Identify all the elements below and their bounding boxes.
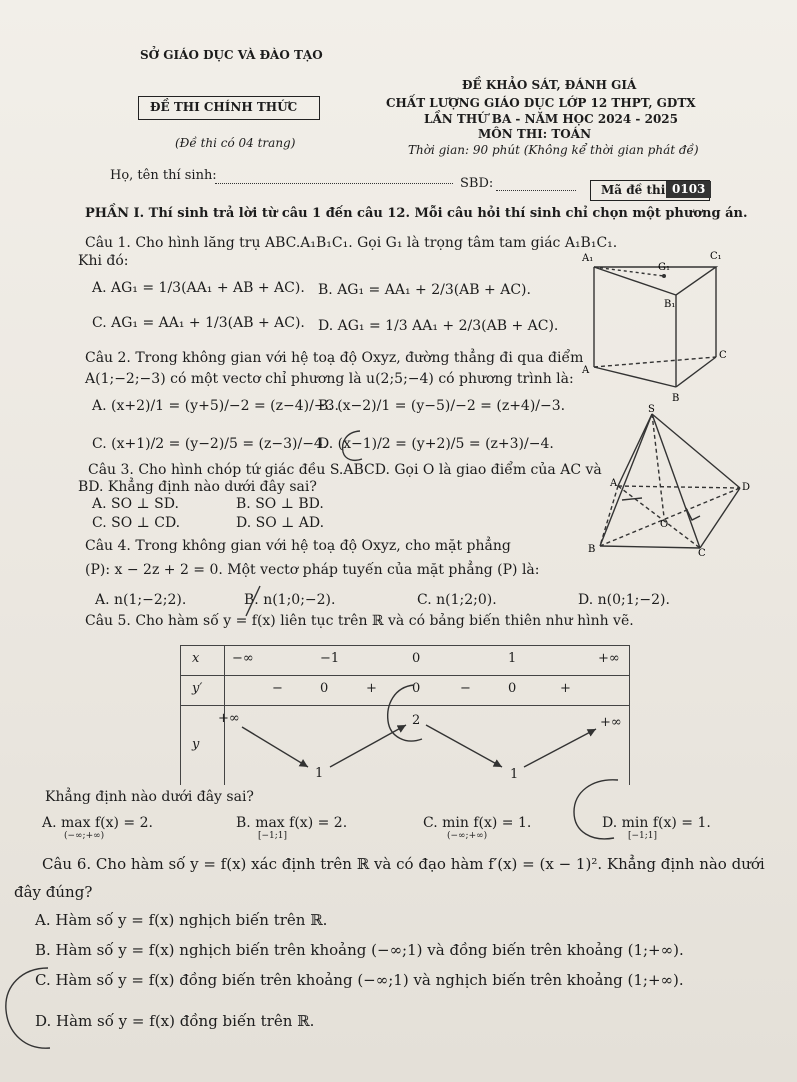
exam-title-3: LẦN THỨ BA - NĂM HỌC 2024 - 2025 — [424, 112, 678, 126]
official-label: ĐỀ THI CHÍNH THỨC — [150, 100, 298, 114]
pages-note: (Đề thi có 04 trang) — [175, 136, 296, 150]
prism-label-b: B — [672, 393, 680, 404]
q5-option-a[interactable]: A. max f(x) = 2. — [42, 815, 153, 831]
prism-label-b1: B₁ — [664, 299, 676, 310]
q5-option-b[interactable]: B. max f(x) = 2. — [236, 815, 348, 831]
vt-x-label: x — [192, 651, 200, 666]
q6-stem: Câu 6. Cho hàm số y = f(x) xác định trên ℝ và có đạo hàm f′(x) = (x − 1)². Khẳng định nào dưới — [42, 855, 765, 873]
q1-option-d[interactable]: D. AG₁ = 1/3 AA₁ + 2/3(AB + AC). — [318, 318, 559, 334]
vt-x-5: +∞ — [598, 651, 620, 666]
q6-option-b[interactable]: B. Hàm số y = f(x) nghịch biến trên khoảng (−∞;1) và đồng biến trên khoảng (1;+∞). — [35, 941, 684, 959]
pyramid-figure — [582, 400, 762, 560]
vt-y-3: 2 — [412, 713, 421, 728]
q4-stem2: (P): x − 2z + 2 = 0. Một vectơ pháp tuyến của mặt phẳng (P) là: — [85, 562, 540, 578]
vt-x-2: −1 — [320, 651, 340, 666]
q5-answer-circle — [566, 776, 636, 846]
vt-y-2: 1 — [315, 766, 324, 781]
prism-label-c1: C₁ — [710, 251, 722, 262]
q1-stem2: Khi đó: — [78, 253, 129, 269]
q4-option-c[interactable]: C. n(1;2;0). — [417, 592, 497, 608]
q3-option-d[interactable]: D. SO ⊥ AD. — [236, 515, 325, 531]
vt-x-3: 0 — [412, 651, 421, 666]
code-label: Mã đề thi — [601, 183, 666, 197]
pyramid-label-s: S — [648, 404, 655, 415]
prism-label-g1: G₁ — [658, 262, 670, 273]
prism-label-c: C — [719, 350, 727, 361]
vt-yp-5: − — [460, 681, 471, 696]
q5-stem2: Khẳng định nào dưới đây sai? — [45, 789, 254, 805]
q3-stem2: BD. Khẳng định nào dưới đây sai? — [78, 479, 317, 495]
q5-option-d[interactable]: D. min f(x) = 1. — [602, 815, 711, 831]
vt-yp-label: y′ — [192, 681, 203, 696]
pyramid-label-a: A — [610, 478, 618, 489]
pyramid-label-c: C — [698, 548, 706, 559]
q4-option-a[interactable]: A. n(1;−2;2). — [95, 592, 187, 608]
vt-y-label: y — [192, 737, 200, 752]
vt-y-5: +∞ — [600, 715, 622, 730]
vt-yp-6: 0 — [508, 681, 517, 696]
pyramid-label-o: O — [660, 519, 669, 530]
q1-option-c[interactable]: C. AG₁ = AA₁ + 1/3(AB + AC). — [92, 315, 305, 331]
part1-heading: PHẦN I. Thí sinh trả lời từ câu 1 đến câu 12. Mỗi câu hỏi thí sinh chỉ chọn một phương án. — [85, 206, 748, 221]
q1-option-a[interactable]: A. AG₁ = 1/3(AA₁ + AB + AC). — [92, 280, 305, 296]
time-note: Thời gian: 90 phút (Không kể thời gian phát đề) — [408, 143, 699, 157]
vt-x-1: −∞ — [232, 651, 254, 666]
q3-option-b[interactable]: B. SO ⊥ BD. — [236, 496, 324, 512]
exam-title-1: ĐỀ KHẢO SÁT, ĐÁNH GIÁ — [462, 78, 637, 92]
sbd-line — [496, 190, 576, 191]
vt-yp-1: − — [272, 681, 283, 696]
vt-yp-4: 0 — [412, 681, 421, 696]
prism-label-a1: A₁ — [582, 253, 594, 264]
vt-yp-7: + — [560, 681, 571, 696]
q3-option-a[interactable]: A. SO ⊥ SD. — [92, 496, 179, 512]
exam-title-2: CHẤT LƯỢNG GIÁO DỤC LỚP 12 THPT, GDTX — [386, 96, 696, 110]
vt-x-4: 1 — [508, 651, 517, 666]
q2-option-b[interactable]: B. (x−2)/1 = (y−5)/−2 = (z+4)/−3. — [318, 398, 566, 414]
vt-y-4: 1 — [510, 767, 519, 782]
vt-yp-2: 0 — [320, 681, 329, 696]
q3-option-c[interactable]: C. SO ⊥ CD. — [92, 515, 181, 531]
vt-yp-3: + — [366, 681, 377, 696]
q2-stem2: A(1;−2;−3) có một vectơ chỉ phương là u(2;5;−4) có phương trình là: — [85, 371, 574, 387]
vt-hand-circle — [366, 681, 446, 751]
q5-option-b-sub: [−1;1] — [258, 831, 288, 841]
name-label: Họ, tên thí sinh: — [110, 168, 217, 183]
q2-option-a[interactable]: A. (x+2)/1 = (y+5)/−2 = (z−4)/−3. — [92, 398, 339, 414]
q2-option-c[interactable]: C. (x+1)/2 = (y−2)/5 = (z−3)/−4. — [92, 436, 328, 452]
sbd-label: SBD: — [460, 176, 494, 191]
q5-option-c-sub: (−∞;+∞) — [447, 831, 488, 841]
q3-stem: Câu 3. Cho hình chóp tứ giác đều S.ABCD. Gọi O là giao điểm của AC và — [88, 462, 602, 478]
q2-answer-circle — [338, 428, 368, 464]
q5-option-d-sub: [−1;1] — [628, 831, 658, 841]
pyramid-label-d: D — [742, 482, 751, 493]
q6-option-d[interactable]: D. Hàm số y = f(x) đồng biến trên ℝ. — [35, 1012, 315, 1030]
prism-figure — [578, 245, 738, 405]
code-value: 0103 — [666, 181, 711, 198]
q4-option-d[interactable]: D. n(0;1;−2). — [578, 592, 670, 608]
q2-option-d[interactable]: D. (x−1)/2 = (y+2)/5 = (z+3)/−4. — [318, 436, 554, 452]
q1-stem: Câu 1. Cho hình lăng trụ ABC.A₁B₁C₁. Gọi G₁ là trọng tâm tam giác A₁B₁C₁. — [85, 235, 618, 251]
q5-stem: Câu 5. Cho hàm số y = f(x) liên tục trên ℝ và có bảng biến thiên như hình vẽ. — [85, 613, 634, 629]
prism-label-a: A — [582, 365, 590, 376]
q1-option-b[interactable]: B. AG₁ = AA₁ + 2/3(AB + AC). — [318, 282, 531, 298]
name-line — [215, 183, 453, 184]
variation-table — [180, 645, 630, 785]
q6-answer-circle — [0, 960, 90, 1056]
subject-label: MÔN THI: TOÁN — [478, 127, 592, 141]
q5-option-c[interactable]: C. min f(x) = 1. — [423, 815, 532, 831]
q5-option-a-sub: (−∞;+∞) — [64, 831, 105, 841]
q4-stem: Câu 4. Trong không gian với hệ toạ độ Oxyz, cho mặt phẳng — [85, 538, 511, 554]
q6-option-c[interactable]: C. Hàm số y = f(x) đồng biến trên khoảng (−∞;1) và nghịch biến trên khoảng (1;+∞). — [35, 971, 684, 989]
department-name: SỞ GIÁO DỤC VÀ ĐÀO TẠO — [140, 48, 323, 62]
q4-option-b[interactable]: B. n(1;0;−2). — [244, 592, 336, 608]
pyramid-label-b: B — [588, 544, 596, 555]
q6-option-a[interactable]: A. Hàm số y = f(x) nghịch biến trên ℝ. — [35, 911, 328, 929]
vt-y-1: +∞ — [218, 711, 240, 726]
q6-stem2: đây đúng? — [14, 883, 93, 901]
q2-stem: Câu 2. Trong không gian với hệ toạ độ Oxyz, đường thẳng đi qua điểm — [85, 350, 584, 366]
